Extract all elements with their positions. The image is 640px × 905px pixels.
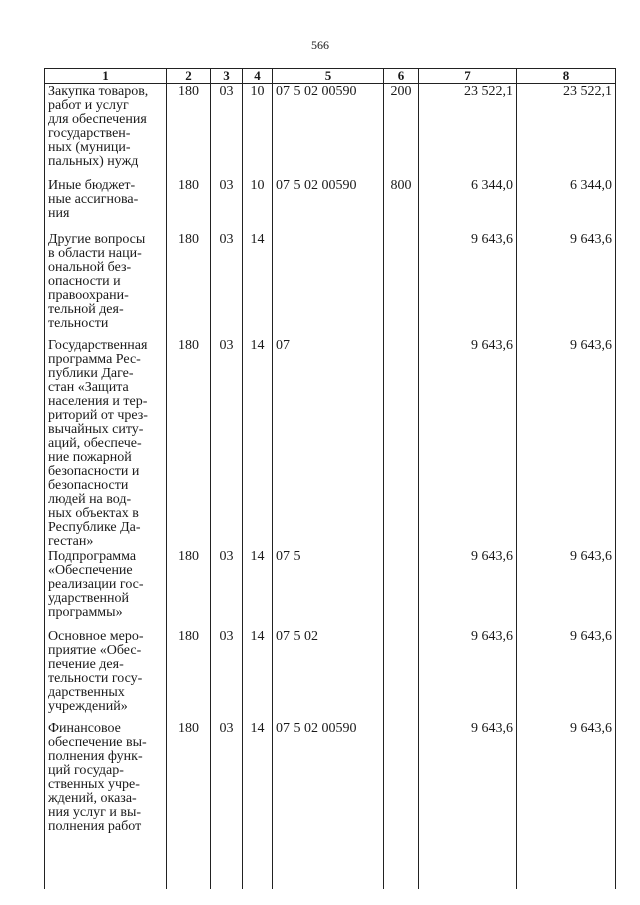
col6-text [387, 721, 415, 722]
name-text: Иные бюджет- ные ассигнова- ния [48, 177, 139, 221]
cell-col7 [419, 549, 517, 629]
table-row [45, 721, 616, 889]
col7-text: 9 643,6 [471, 337, 513, 353]
col4-text: 14 [250, 231, 265, 247]
col3-text: 03 [219, 177, 234, 193]
col8-text: 23 522,1 [563, 84, 612, 99]
col-header-2: 2 [167, 69, 211, 84]
cell-col8 [517, 549, 616, 629]
cell-name [45, 178, 167, 232]
cell-col3 [211, 338, 243, 549]
cell-col7 [419, 178, 517, 232]
cell-col5 [273, 721, 384, 889]
cell-col2 [167, 338, 211, 549]
table-row [45, 338, 616, 549]
name-text: Основное меро- приятие «Обес- печение дея- тельности госу- дарственных учреждений» [48, 628, 144, 714]
col4-text: 10 [250, 84, 265, 99]
cell-col2 [167, 84, 211, 178]
col5-text: 07 5 02 00590 [276, 84, 357, 99]
col2-text: 180 [178, 720, 199, 736]
cell-col8 [517, 84, 616, 178]
cell-col3 [211, 549, 243, 629]
col6-text [387, 629, 415, 630]
header-row [45, 69, 616, 84]
col-header-1: 1 [45, 69, 167, 84]
cell-col4 [243, 549, 273, 629]
col2-text: 180 [178, 84, 199, 99]
cell-col6 [384, 629, 419, 721]
col3-text: 03 [219, 337, 234, 353]
col5-text [276, 232, 380, 233]
col5-text: 07 5 02 [276, 628, 318, 644]
cell-name [45, 629, 167, 721]
table-row [45, 629, 616, 721]
cell-col5 [273, 629, 384, 721]
cell-col7 [419, 232, 517, 338]
cell-col8 [517, 721, 616, 889]
col5-text: 07 [276, 337, 290, 353]
name-text: Другие вопросы в области наци- ональной без- опасности и правоохрани- тельной дея- тельности [48, 231, 146, 331]
cell-col8 [517, 232, 616, 338]
cell-col2 [167, 232, 211, 338]
cell-col6 [384, 232, 419, 338]
name-text: Закупка товаров, работ и услуг для обеспечения государствен- ных (муници- пальных) нужд [48, 84, 149, 169]
col4-text: 10 [250, 177, 265, 193]
cell-col2 [167, 178, 211, 232]
col4-text: 14 [250, 628, 265, 644]
cell-name [45, 232, 167, 338]
col-header-6: 6 [384, 69, 419, 84]
budget-table [44, 68, 616, 889]
col2-text: 180 [178, 337, 199, 353]
col-header-8: 8 [517, 69, 616, 84]
col8-text: 9 643,6 [570, 231, 612, 247]
cell-name [45, 721, 167, 889]
col7-text: 6 344,0 [471, 177, 513, 193]
col3-text: 03 [219, 720, 234, 736]
col8-text: 9 643,6 [570, 720, 612, 736]
cell-col4 [243, 629, 273, 721]
col-header-3: 3 [211, 69, 243, 84]
cell-col5 [273, 549, 384, 629]
cell-col4 [243, 721, 273, 889]
cell-col4 [243, 338, 273, 549]
col8-text: 9 643,6 [570, 548, 612, 564]
cell-col7 [419, 338, 517, 549]
col4-text: 14 [250, 720, 265, 736]
cell-col7 [419, 84, 517, 178]
col7-text: 9 643,6 [471, 628, 513, 644]
cell-name [45, 338, 167, 549]
table-body [45, 84, 616, 889]
cell-col7 [419, 721, 517, 889]
col6-text [387, 232, 415, 233]
col5-text: 07 5 02 00590 [276, 177, 357, 193]
col6-text [387, 549, 415, 550]
col4-text: 14 [250, 337, 265, 353]
name-text: Финансовое обеспечение вы- полнения функ- ций государ- ственных учре- ждений, оказа- ния услуг и вы- полнения работ [48, 720, 147, 834]
cell-col3 [211, 629, 243, 721]
cell-col8 [517, 178, 616, 232]
col7-text: 9 643,6 [471, 548, 513, 564]
table-row [45, 549, 616, 629]
cell-col6 [384, 84, 419, 178]
col2-text: 180 [178, 177, 199, 193]
cell-col5 [273, 84, 384, 178]
col-header-4: 4 [243, 69, 273, 84]
cell-col4 [243, 178, 273, 232]
col5-text: 07 5 02 00590 [276, 720, 357, 736]
col2-text: 180 [178, 548, 199, 564]
cell-col4 [243, 84, 273, 178]
table-row [45, 178, 616, 232]
cell-col2 [167, 549, 211, 629]
col-header-5: 5 [273, 69, 384, 84]
cell-col7 [419, 629, 517, 721]
col-header-7: 7 [419, 69, 517, 84]
col3-text: 03 [219, 84, 234, 99]
col2-text: 180 [178, 628, 199, 644]
cell-col3 [211, 178, 243, 232]
col3-text: 03 [219, 628, 234, 644]
cell-col6 [384, 721, 419, 889]
cell-col8 [517, 338, 616, 549]
cell-col8 [517, 629, 616, 721]
table-row [45, 84, 616, 178]
col7-text: 9 643,6 [471, 720, 513, 736]
col4-text: 14 [250, 548, 265, 564]
cell-name [45, 549, 167, 629]
cell-col5 [273, 232, 384, 338]
col8-text: 9 643,6 [570, 628, 612, 644]
table-row [45, 232, 616, 338]
cell-col3 [211, 84, 243, 178]
col5-text: 07 5 [276, 548, 301, 564]
cell-col5 [273, 338, 384, 549]
name-text: Подпрограмма «Обеспечение реализации гос- ударственной программы» [48, 548, 144, 620]
col8-text: 9 643,6 [570, 337, 612, 353]
cell-col3 [211, 721, 243, 889]
cell-col2 [167, 721, 211, 889]
col7-text: 23 522,1 [464, 84, 513, 99]
col3-text: 03 [219, 548, 234, 564]
cell-col6 [384, 178, 419, 232]
page-number: 566 [311, 38, 329, 52]
cell-col5 [273, 178, 384, 232]
col2-text: 180 [178, 231, 199, 247]
cell-col6 [384, 549, 419, 629]
col8-text: 6 344,0 [570, 177, 612, 193]
col6-text [387, 338, 415, 339]
cell-col2 [167, 629, 211, 721]
col6-text: 800 [390, 177, 412, 193]
col7-text: 9 643,6 [471, 231, 513, 247]
cell-name [45, 84, 167, 178]
cell-col6 [384, 338, 419, 549]
cell-col4 [243, 232, 273, 338]
col3-text: 03 [219, 231, 234, 247]
name-text: Государственная программа Рес- публики Даге- стан «Защита населения и тер- риторий от чрез- вычайных ситу- аций, обеспече- ние пожарной безопасности и безопасности людей на вод- ных объектах в Республике Да- гестан» [48, 337, 148, 549]
cell-col3 [211, 232, 243, 338]
col6-text: 200 [390, 84, 412, 99]
